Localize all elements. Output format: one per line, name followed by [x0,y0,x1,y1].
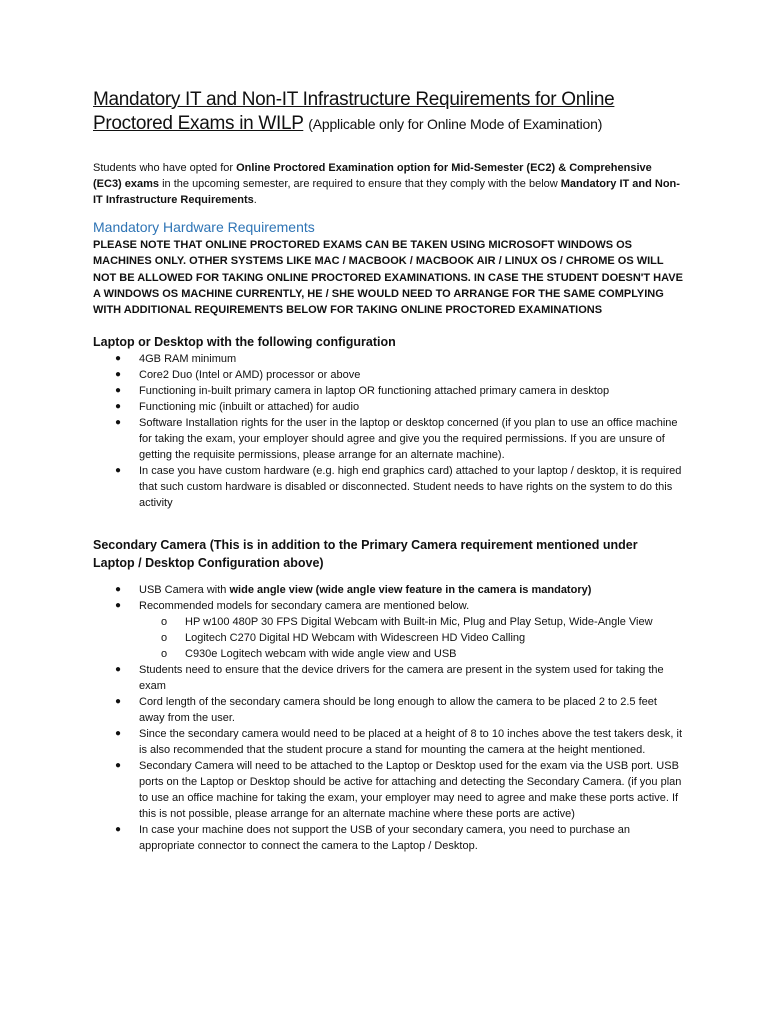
bullet-icon: ● [115,353,122,364]
list-item [93,662,683,694]
intro-text-1: Students who have opted for [93,162,237,174]
bullet-icon: ● [115,760,122,771]
bullet-icon: ● [115,401,122,412]
sub-list-item-text: C930e Logitech webcam with wide angle view and USB [185,648,457,660]
laptop-heading: Laptop or Desktop with the following configuration [93,335,396,349]
bullet-icon: ● [115,664,122,675]
list-item [93,598,683,662]
sub-list-item [139,646,683,662]
hardware-note: PLEASE NOTE THAT ONLINE PROCTORED EXAMS CAN BE TAKEN USING MICROSOFT WINDOWS OS MACHINES ONLY. OTHER SYSTEMS LIKE MAC / MACBOOK / MACBOOK AIR / LINUX OS / CHROME OS WILL NOT BE ALLOWED FOR TAKING ONLINE PROCTORED EXAMINATIONS. IN CASE THE STUDENT DOESN'T HAVE A WINDOWS OS MACHINE CURRENTLY, HE / SHE WOULD NEED TO ARRANGE FOR THE SAME COMPLYING WITH ADDITIONAL REQUIREMENTS BELOW FOR TAKING ONLINE PROCTORED EXAMINATIONS [93,239,683,317]
list-item-text: USB Camera with [139,584,230,596]
bullet-icon: ● [115,600,122,611]
bullet-icon: ● [115,417,122,428]
sub-bullet-icon: o [161,616,168,628]
intro-text-2: in the upcoming semester, are required to ensure that they comply with the below [159,178,561,190]
bullet-icon: ● [115,385,122,396]
list-item [93,351,683,367]
list-item [93,383,683,399]
bullet-icon: ● [115,465,122,476]
intro-bold-1: Online Proctored Examination option for Mid-Semester (EC2) & Comprehensive (EC3) exams [93,162,652,190]
list-item [93,582,683,598]
sub-list-item-text: Logitech C270 Digital HD Webcam with Widescreen HD Video Calling [185,632,526,644]
camera-models-list [139,614,683,662]
list-item [93,463,683,511]
bullet-icon: ● [115,728,122,739]
intro-paragraph [93,160,683,208]
list-item [93,367,683,383]
list-item-text: Core2 Duo (Intel or AMD) processor or above [139,369,361,381]
intro-bold-2: Mandatory IT and Non-IT Infrastructure Requirements [93,178,680,206]
bullet-icon: ● [115,584,122,595]
bullet-icon: ● [115,824,122,835]
list-item [93,822,683,854]
list-item-text: Functioning in-built primary camera in laptop OR functioning attached primary camera in desktop [139,385,610,397]
list-item-text: 4GB RAM minimum [139,353,237,365]
list-item-text: In case you have custom hardware (e.g. high end graphics card) attached to your laptop / desktop, it is required that such custom hardware is disabled or disconnected. Student needs to have rights on the system to do this activity [139,465,682,509]
list-item [93,694,683,726]
bullet-icon: ● [115,696,122,707]
sub-bullet-icon: o [161,648,168,660]
list-item-bold-text: wide angle view (wide angle view feature in the camera is mandatory) [229,584,592,596]
list-item [93,726,683,758]
list-item [93,758,683,822]
sub-bullet-icon: o [161,632,168,644]
sub-list-item-text: HP w100 480P 30 FPS Digital Webcam with Built-in Mic, Plug and Play Setup, Wide-Angle View [185,616,653,628]
title-main: Mandatory IT and Non-IT Infrastructure Requirements for Online Proctored Exams in WILP [93,89,615,134]
list-item [93,415,683,463]
list-item-text: In case your machine does not support the USB of your secondary camera, you need to purchase an appropriate connector to connect the camera to the Laptop / Desktop. [139,824,631,852]
laptop-requirements-list [93,351,683,511]
list-item-text: Cord length of the secondary camera should be long enough to allow the camera to be placed 2 to 2.5 feet away from the user. [139,696,657,724]
document-title [93,88,693,136]
list-item-text: Secondary Camera will need to be attached to the Laptop or Desktop used for the exam via the USB port. USB ports on the Laptop or Desktop should be active for attaching and detecting the Secondary Camera. (if you plan to use an office machine for taking the exam, your employer may need to agree and make these ports active. If this is not possible, please arrange for an alternate machine where these ports are active) [139,760,682,820]
bullet-icon: ● [115,369,122,380]
list-item-text: Software Installation rights for the user in the laptop or desktop concerned (if you plan to use an office machine for taking the exam, your employer should agree and give you the required permissions. If you are unsure of getting the requisite permissions, please arrange for an alternate machine). [139,417,678,461]
list-item-text: Students need to ensure that the device drivers for the camera are present in the system used for taking the exam [139,664,664,692]
secondary-camera-heading: Secondary Camera (This is in addition to the Primary Camera requirement mentioned under Laptop / Desktop Configuration above) [93,538,638,570]
sub-list-item [139,614,683,630]
sub-list-item [139,630,683,646]
title-subtitle: (Applicable only for Online Mode of Examination) [308,116,603,132]
list-item-text: Functioning mic (inbuilt or attached) for audio [139,401,360,413]
list-item [93,399,683,415]
list-item-text: Since the secondary camera would need to be placed at a height of 8 to 10 inches above the test takers desk, it is also recommended that the student procure a stand for mounting the camera at the height mentioned. [139,728,683,756]
secondary-camera-list [93,582,683,854]
intro-text-3: . [253,194,257,206]
hardware-heading: Mandatory Hardware Requirements [93,219,315,235]
list-item-text: Recommended models for secondary camera are mentioned below. [139,600,470,612]
